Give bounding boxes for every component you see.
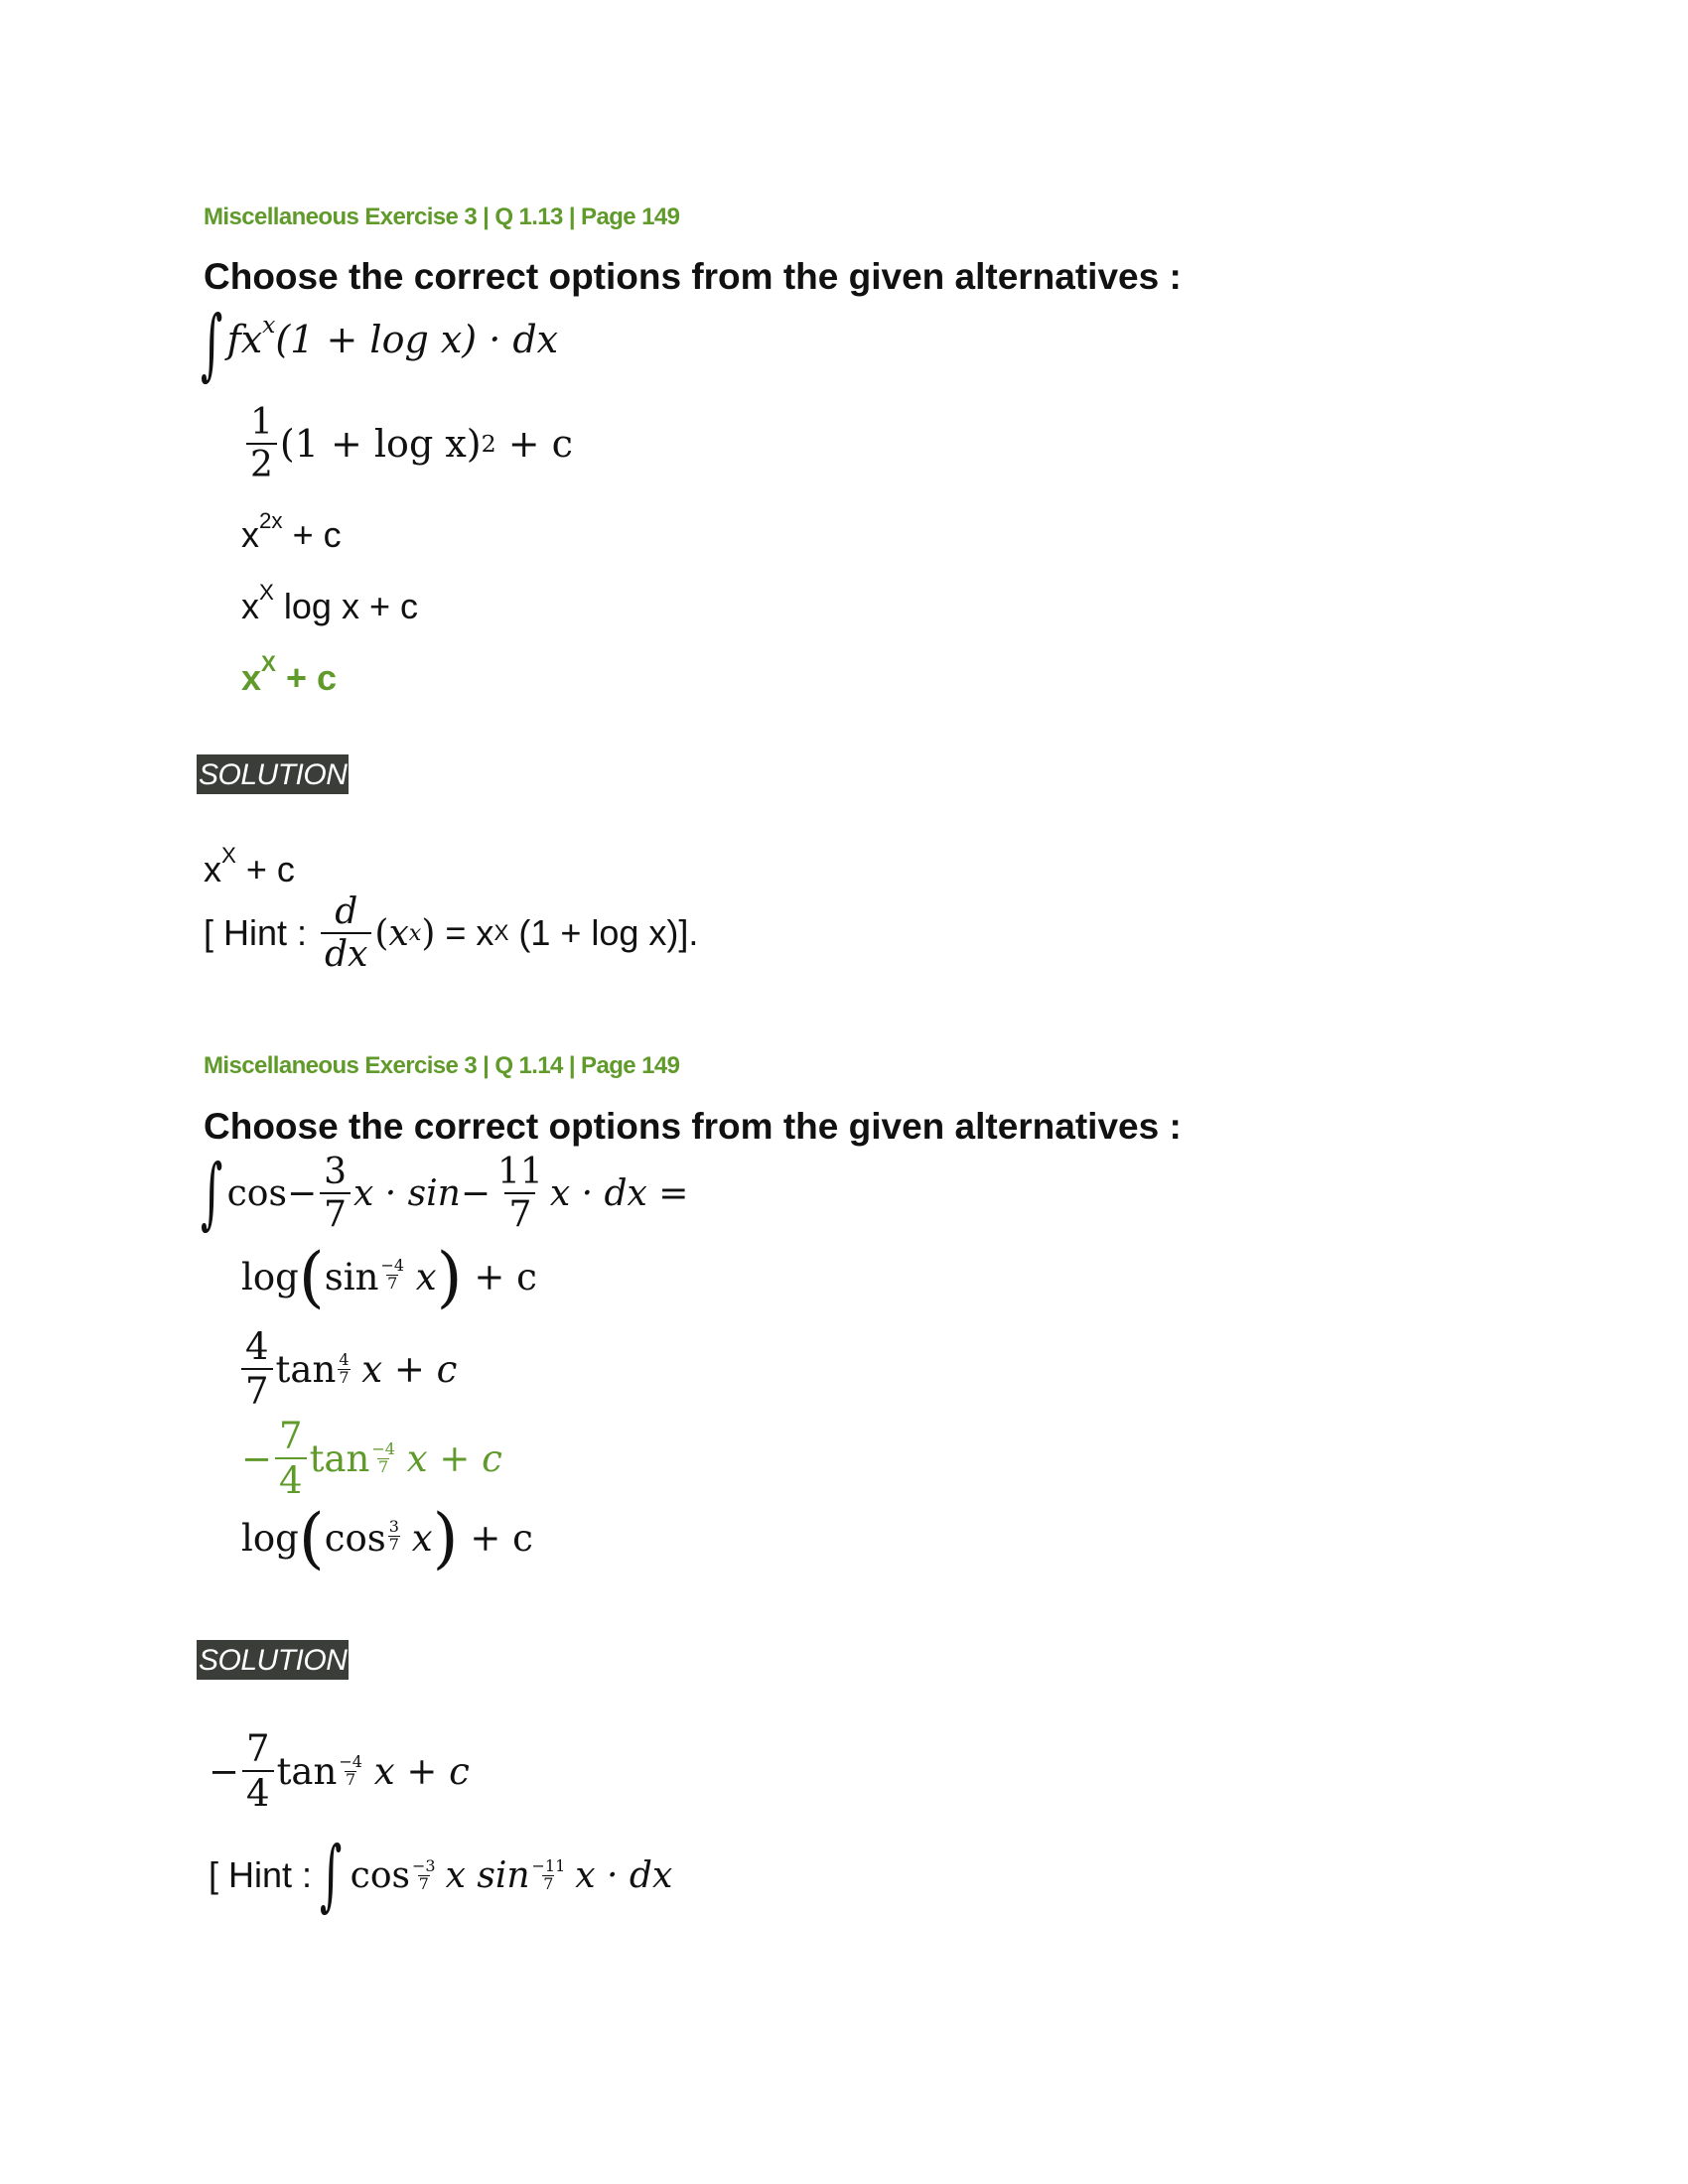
solution-hint: [ Hint : $\frac{d}{dx}$ ( x x ) = x X (1 + log x)].	[204, 891, 699, 975]
option-d-correct[interactable]: $x^X + c$	[241, 651, 337, 698]
question-reference[interactable]: Miscellaneous Exercise 3 | Q 1.14 | Page 149	[204, 1052, 680, 1079]
integral-sign: ∫	[320, 1831, 343, 1920]
solution-hint: [ Hint : ∫ cos −3 7 x sin −11 7 x · dx	[209, 1831, 673, 1920]
question-expression: ∫ $fx^x(1 + \log x)$ · dx	[201, 300, 559, 389]
integral-sign: ∫	[201, 300, 223, 389]
solution-answer: − $\frac{7}{4}$ tan −4 7 x + c	[209, 1727, 470, 1815]
option-d[interactable]: log(cos $\frac{3}{7}$ x) + c	[241, 1498, 533, 1576]
integral-sign: ∫	[201, 1149, 223, 1238]
question-expression: ∫ cos − $\frac{3}{7}$ x · sin − $\frac{11}{7}$ x · dx =	[201, 1149, 689, 1238]
question-prompt: Choose the correct options from the given alternatives :	[204, 256, 1182, 297]
option-b[interactable]: $\frac{4}{7}$ tan 4 7 x + c	[241, 1325, 457, 1413]
solution-badge[interactable]: SOLUTION	[197, 754, 349, 794]
question-prompt: Choose the correct options from the given alternatives :	[204, 1106, 1182, 1147]
option-a[interactable]: $\frac{1}{2}$ (1 + log x) 2 + c	[243, 402, 573, 485]
option-c[interactable]: $x^X$ log x + c	[241, 580, 418, 626]
solution-badge[interactable]: SOLUTION	[197, 1640, 349, 1680]
option-a[interactable]: log(sin $\frac{-4}{7}$ x) + c	[241, 1237, 537, 1315]
option-b[interactable]: $x^{2x} + c$	[241, 508, 342, 555]
question-reference[interactable]: Miscellaneous Exercise 3 | Q 1.13 | Page 149	[204, 204, 680, 230]
option-c-correct[interactable]: − $\frac{7}{4}$ tan −4 7 x + c	[241, 1415, 502, 1502]
solution-answer: $x^X + c$	[204, 843, 295, 889]
